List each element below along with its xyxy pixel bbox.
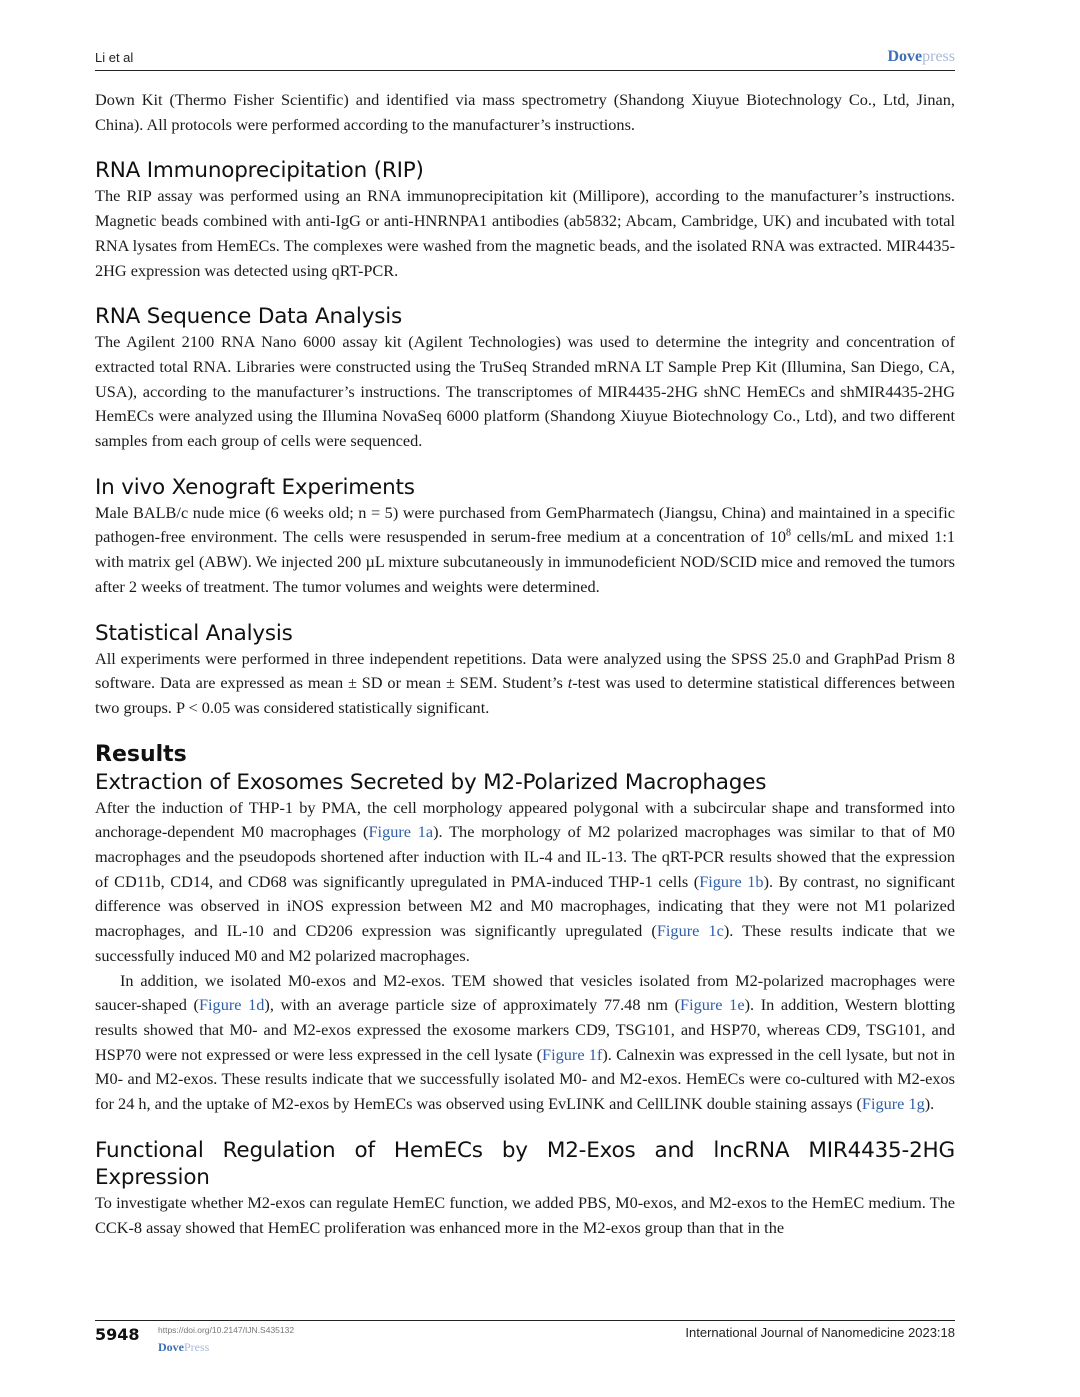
figure-1g-link[interactable]: Figure 1g (861, 1094, 925, 1114)
figure-1c-link[interactable]: Figure 1c (656, 921, 724, 941)
results-paragraph-2: In addition, we isolated M0-exos and M2-exos. TEM showed that vesicles isolated from M2-polarized macrophages were saucer-shaped (Figure 1d), with an average particle size of approximately 77.48 nm (Figure 1e). In addition, Western blotting results showed that M0- and M2-exos expressed the exosome markers CD9, TSG101, and HSP70, whereas CD9, TSG101, and HSP70 were not expressed or were less expressed in the cell lysate (Figure 1f). Calnexin was expressed in the cell lysate, but not in M0- and M2-exos. These results indicate that we successfully isolated M0- and M2-exos. HemECs were co-cultured with M2-exos for 24 h, and the uptake of M2-exos by HemECs was observed using EvLINK and CellLINK double staining assays (Figure 1g). (95, 970, 956, 1114)
figure-1d-link[interactable]: Figure 1d (198, 995, 265, 1015)
figure-1b-link[interactable]: Figure 1b (699, 871, 764, 891)
xenograft-paragraph: Male BALB/c nude mice (6 weeks old; n = 5) were purchased from GemPharmatech (Jiangsu, China) and maintained in a specific pathogen-free environment. The cells were resuspended in serum-free medium at a concentration of $10^8$ cells/mL and mixed 1:1 with matrix gel (ABW). We injected 200 µL mixture subcutaneously in immunodeficient NOD/SCID mice and removed the tumors after 2 weeks of treatment. The tumor volumes and weights were determined. (95, 502, 955, 596)
rnaseq-paragraph: The Agilent 2100 RNA Nano 6000 assay kit (Agilent Technologies) was used to determine the integrity and concentration of extracted total RNA. Libraries were constructed using the TruSeq Stranded mRNA LT Sample Prep Kit (Illumina, San Diego, CA, USA), according to the manufacturer’s instructions. The transcriptomes of MIR4435-2HG shNC HemECs and shMIR4435-2HG HemECs were analyzed using the Illumina NovaSeq 6000 platform (Shandong Xiuyue Biotechnology Co., Ltd), and two different samples from each group of cells were sequenced. (95, 332, 955, 451)
results-heading: Results (95, 741, 187, 767)
dovepress-logo[interactable]: Dovepress (887, 48, 955, 65)
author-running-head: Li et al (95, 50, 134, 65)
statistics-paragraph: All experiments were performed in three independent repetitions. Data were analyzed using the SPSS 25.0 and GraphPad Prism 8 software. Data are expressed as mean ± SD or mean ± SEM. Student’s t-test was used to determine statistical differences between two groups. P < 0.05 was considered statistically significant. (95, 648, 955, 717)
journal-citation: International Journal of Nanomedicine 2023:18 (685, 1325, 955, 1340)
page-number: 5948 (95, 1325, 140, 1344)
t-italic: t (567, 673, 573, 693)
results-paragraph-1: After the induction of THP-1 by PMA, the cell morphology appeared polygonal with a subcircular shape and transformed into anchorage-dependent M0 macrophages (Figure 1a). The morphology of M2 polarized macrophages was similar to that of M0 macrophages and the pseudopods shortened after induction with IL-4 and IL-13. The qRT-PCR results showed that the expression of CD11b, CD14, and CD68 was significantly upregulated in PMA-induced THP-1 cells (Figure 1b). By contrast, no significant difference was observed in iNOS expression between M2 and M0 macrophages, indicating that they were not M1 polarized macrophages, and IL-10 and CD206 expression was significantly upregulated (Figure 1c). These results indicate that we successfully induced M0 and M2 polarized macrophages. (95, 797, 956, 965)
rnaseq-heading: RNA Sequence Data Analysis (95, 304, 403, 330)
footer-dovepress-logo[interactable]: DovePress (158, 1340, 210, 1354)
rip-paragraph: The RIP assay was performed using an RNA immunoprecipitation kit (Millipore), according to the manufacturer’s instructions. Magnetic beads combined with anti-IgG or anti-HNRNPA1 antibodies (ab5832; Abcam, Cambridge, UK) and incubated with total RNA lysates from HemECs. The complexes were washed from the magnetic beads, and the isolated RNA was extracted. MIR4435-2HG expression was detected using qRT-PCR. (95, 186, 955, 280)
page-footer (95, 1320, 955, 1361)
continued-paragraph: Down Kit (Thermo Fisher Scientific) and identified via mass spectrometry (Shandong Xiuyue Biotechnology Co., Ltd, Jinan, China). All protocols were performed according to the manufacturer’s instructions. (95, 90, 955, 134)
figure-1e-link[interactable]: Figure 1e (680, 995, 745, 1015)
figure-1a-link[interactable]: Figure 1a (368, 822, 434, 842)
xenograft-heading: In vivo Xenograft Experiments (95, 474, 415, 500)
exosome-extraction-heading: Extraction of Exosomes Secreted by M2-Polarized Macrophages (95, 769, 767, 795)
running-header (95, 48, 955, 71)
rip-heading: RNA Immunoprecipitation (RIP) (95, 158, 424, 184)
figure-1f-link[interactable]: Figure 1f (542, 1044, 603, 1064)
doi-link[interactable]: https://doi.org/10.2147/IJN.S435132 (158, 1325, 295, 1335)
results-paragraph-3: To investigate whether M2-exos can regulate HemEC function, we added PBS, M0-exos, and M2-exos to the HemEC medium. The CCK-8 assay showed that HemEC proliferation was enhanced more in the M2-exos group than that in the (95, 1192, 955, 1237)
statistics-heading: Statistical Analysis (95, 620, 293, 646)
exponent: 8 (786, 528, 792, 540)
functional-regulation-heading: Functional Regulation of HemECs by M2-Exos and lncRNA MIR4435-2HG Expression (95, 1137, 955, 1190)
article-body (95, 88, 955, 1240)
